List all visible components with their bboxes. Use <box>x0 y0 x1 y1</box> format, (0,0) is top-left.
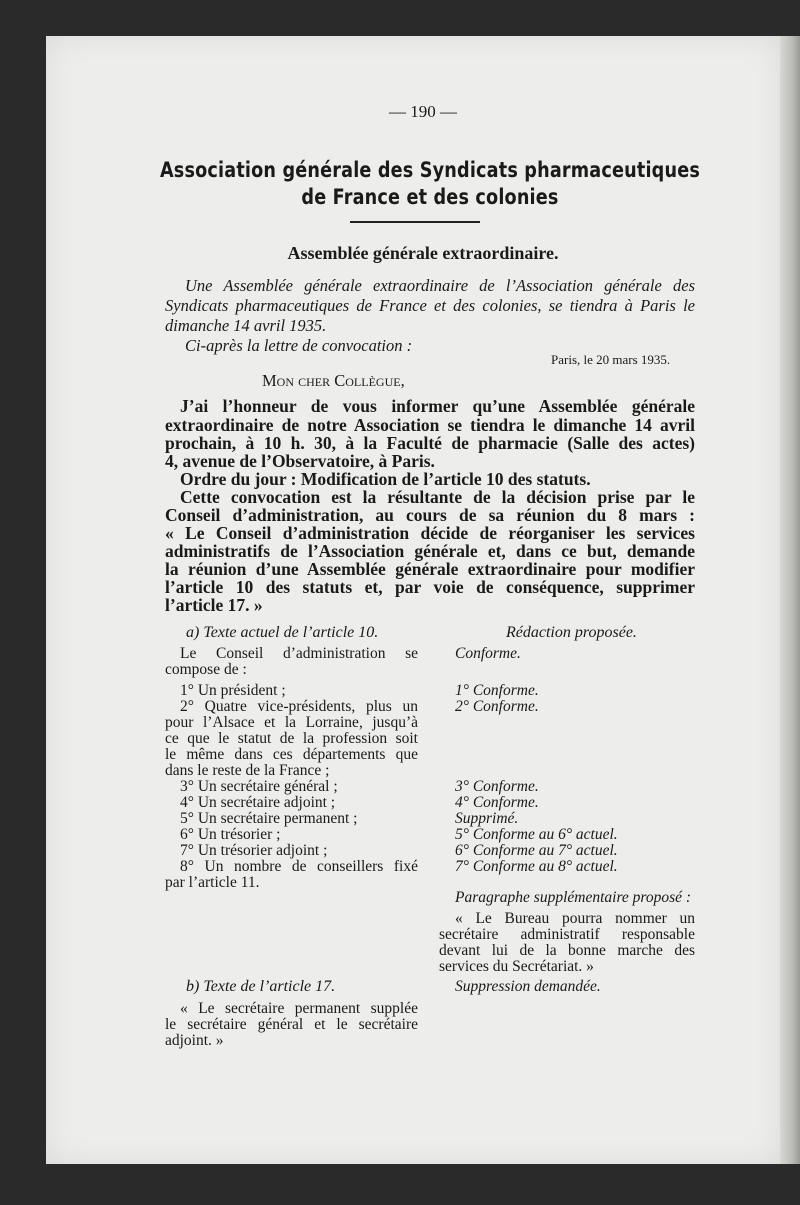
title-line-1: Association générale des Syndicats pharmaceutiques <box>159 158 701 182</box>
supplement-heading: Paragraphe supplémentaire proposé : <box>455 889 692 906</box>
left-line: 2° Quatre vice-présidents, plus un <box>180 698 418 715</box>
letter-line: administratifs de l’Association générale et, dans ce but, demande <box>165 541 695 561</box>
supplement-line: services du Secrétariat. » <box>439 958 594 975</box>
left-line: Le Conseil d’administration se <box>180 645 418 662</box>
letter-line: « Le Conseil d’administration décide de réorganiser les services <box>165 523 695 543</box>
left-line: 3° Un secrétaire général ; <box>180 778 338 795</box>
left-line-b: « Le secrétaire permanent supplée <box>180 1000 418 1017</box>
right-line: Conforme. <box>455 645 521 662</box>
left-line: pour l’Alsace et la Lorraine, jusqu’à <box>165 714 418 731</box>
right-line: 6° Conforme au 7° actuel. <box>455 842 618 859</box>
left-line: par l’article 11. <box>165 874 260 891</box>
left-heading-a: a) Texte actuel de l’article 10. <box>186 624 379 641</box>
supplement-line: « Le Bureau pourra nommer un <box>455 910 695 927</box>
left-heading-b: b) Texte de l’article 17. <box>186 978 336 995</box>
right-line: 3° Conforme. <box>455 778 539 795</box>
letter-date: Paris, le 20 mars 1935. <box>551 352 671 367</box>
suppression-note: Suppression demandée. <box>455 978 601 995</box>
letter-line: l’article 17. » <box>165 595 263 615</box>
left-line: le même dans ces départements que <box>165 746 418 763</box>
right-line: 5° Conforme au 6° actuel. <box>455 826 618 843</box>
left-line: compose de : <box>165 661 247 678</box>
intro-line: Ci-après la lettre de convocation : <box>185 336 413 355</box>
left-line: 4° Un secrétaire adjoint ; <box>180 794 336 811</box>
letter-line: l’article 10 des statuts et, par voie de conséquence, supprimer <box>165 577 695 597</box>
letter-line: 4, avenue de l’Observatoire, à Paris. <box>165 451 435 471</box>
title-rule <box>350 221 480 223</box>
letter-line: Cette convocation est la résultante de la décision prise par le <box>180 487 695 507</box>
left-line: dans le reste de la France ; <box>165 762 330 779</box>
left-line: 8° Un nombre de conseillers fixé <box>180 858 418 875</box>
letter-line: Conseil d’administration, au cours de sa réunion du 8 mars : <box>165 505 695 525</box>
intro-line: dimanche 14 avril 1935. <box>165 316 327 335</box>
left-line: 7° Un trésorier adjoint ; <box>180 842 328 859</box>
left-line-b: adjoint. » <box>165 1032 224 1049</box>
intro-line: Syndicats pharmaceutiques de France et des colonies, se tiendra à Paris le <box>165 296 695 315</box>
right-line: 7° Conforme au 8° actuel. <box>455 858 618 875</box>
title-line-2: de France et des colonies <box>301 185 559 209</box>
letter-line: Ordre du jour : Modification de l’article 10 des statuts. <box>180 469 591 489</box>
intro-line: Une Assemblée générale extraordinaire de l’Association générale des <box>185 276 695 295</box>
section-subtitle: Assemblée générale extraordinaire. <box>287 243 559 263</box>
right-line: Supprimé. <box>455 810 519 827</box>
left-line-b: le secrétaire général et le secrétaire <box>165 1016 418 1033</box>
right-line: 4° Conforme. <box>455 794 539 811</box>
left-line: 1° Un président ; <box>180 682 286 699</box>
left-line: ce que le statut de la profession soit <box>165 730 418 747</box>
supplement-line: devant lui de la bonne marche des <box>439 942 695 959</box>
supplement-line: secrétaire administratif responsable <box>439 926 695 943</box>
right-line: 1° Conforme. <box>455 682 539 699</box>
letter-line: prochain, à 10 h. 30, à la Faculté de pharmacie (Salle des actes) <box>165 433 695 453</box>
left-line: 5° Un secrétaire permanent ; <box>180 810 358 827</box>
right-heading: Rédaction proposée. <box>506 624 637 641</box>
right-line: 2° Conforme. <box>455 698 539 715</box>
letter-line: J’ai l’honneur de vous informer qu’une Assemblée générale <box>180 396 695 416</box>
page-number: — 190 — <box>389 102 457 121</box>
salutation: Mon cher Collègue, <box>262 371 405 390</box>
left-line: 6° Un trésorier ; <box>180 826 281 843</box>
letter-line: la réunion d’une Assemblée générale extraordinaire pour modifier <box>165 559 695 579</box>
letter-line: extraordinaire de notre Association se tiendra le dimanche 14 avril <box>165 415 695 435</box>
